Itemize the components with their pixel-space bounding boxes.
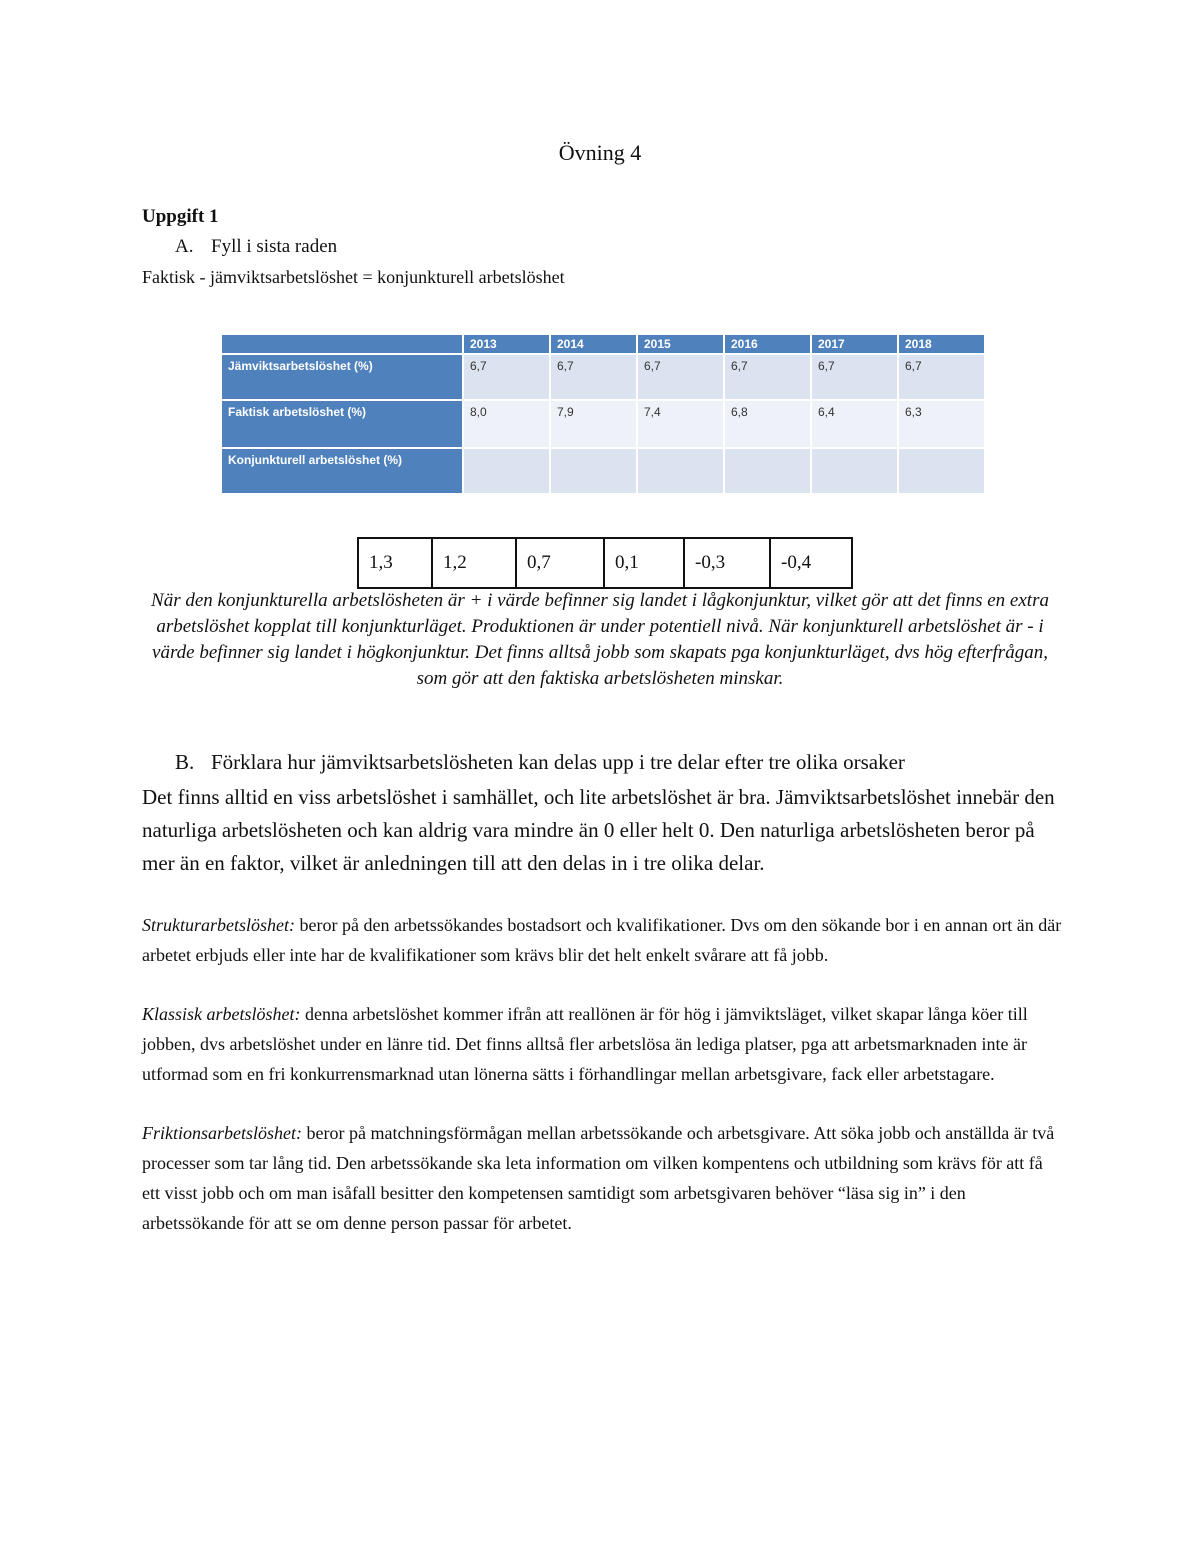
year-header: 2016 bbox=[725, 335, 810, 353]
table-cell: 6,7 bbox=[812, 355, 897, 399]
formula-line: Faktisk - jämviktsarbetslöshet = konjunkturell arbetslöshet bbox=[142, 267, 565, 287]
term-text: beror på den arbetssökandes bostadsort och kvalifikationer. Dvs om den sökande bor i en annan ort än där arbetet erbjuds eller inte har de kvalifikationer som krävs blir det helt enkelt svårare att få jobb. bbox=[142, 915, 1062, 965]
table-header-row bbox=[222, 335, 984, 353]
term-text: beror på matchningsförmågan mellan arbetssökande och arbetsgivare. Att söka jobb och anställda är två processer som tar lång tid. Den arbetssökande ska leta information om vilken kompentens och utbildning som krävs för att få ett visst jobb och om man isåfall besitter den kompetensen samtidigt som arbetsgivaren behöver “läsa sig in” i den arbetssökande för att se om denne person passar för arbetet. bbox=[142, 1123, 1055, 1233]
year-header: 2013 bbox=[464, 335, 549, 353]
table-cell: 6,7 bbox=[551, 355, 636, 399]
table-row bbox=[222, 449, 984, 493]
table-cell bbox=[464, 449, 549, 493]
table-row bbox=[222, 355, 984, 399]
item-b-text: Förklara hur jämviktsarbetslösheten kan delas upp i tre delar efter tre olika orsaker bbox=[211, 750, 905, 774]
row-label: Jämviktsarbetslöshet (%) bbox=[222, 355, 462, 399]
table-cell bbox=[638, 449, 723, 493]
page-title: Övning 4 bbox=[558, 140, 642, 165]
term-text: denna arbetslöshet kommer ifrån att reallönen är för hög i jämviktsläget, vilket skapar långa köer till jobben, dvs arbetslöshet under en länre tid. Det finns alltså fler arbetslösa än lediga platser, pga att arbetsmarknaden inte är utformad som en fri konkurrensmarknad utan lönerna sätts i förhandlingar mellan arbetsgivare, fack eller arbetstagare. bbox=[142, 1004, 1028, 1084]
answer-cell: -0,3 bbox=[684, 538, 770, 588]
table-cell: 6,4 bbox=[812, 401, 897, 447]
answer-row-table bbox=[357, 537, 853, 589]
table-corner-cell bbox=[222, 335, 462, 353]
year-header: 2015 bbox=[638, 335, 723, 353]
item-b-paragraph: Det finns alltid en viss arbetslöshet i samhället, och lite arbetslöshet är bra. Jämviktsarbetslöshet innebär den naturliga arbetslösheten och kan aldrig vara mindre än 0 eller helt 0. Den naturliga arbetslösheten beror på mer än en faktor, vilket är anledningen till att den delas in i tre olika delar. bbox=[142, 785, 1055, 875]
table-cell: 6,7 bbox=[638, 355, 723, 399]
answer-cell: 0,7 bbox=[516, 538, 604, 588]
answer-cell: 0,1 bbox=[604, 538, 684, 588]
row-label: Faktisk arbetslöshet (%) bbox=[222, 401, 462, 447]
table-cell: 6,7 bbox=[464, 355, 549, 399]
section-heading: Uppgift 1 bbox=[142, 206, 219, 227]
term-label: Friktionsarbetslöshet: bbox=[142, 1123, 302, 1143]
answer-cell: 1,3 bbox=[358, 538, 432, 588]
table-cell: 6,8 bbox=[725, 401, 810, 447]
year-header: 2018 bbox=[899, 335, 984, 353]
table-cell: 6,7 bbox=[725, 355, 810, 399]
table-cell: 8,0 bbox=[464, 401, 549, 447]
table-cell bbox=[812, 449, 897, 493]
row-label: Konjunkturell arbetslöshet (%) bbox=[222, 449, 462, 493]
unemployment-table bbox=[220, 333, 986, 495]
classical-unemployment-paragraph bbox=[142, 999, 1062, 1089]
table-cell: 6,3 bbox=[899, 401, 984, 447]
table-cell bbox=[551, 449, 636, 493]
answer-cell: 1,2 bbox=[432, 538, 516, 588]
table-cell bbox=[899, 449, 984, 493]
table-row bbox=[222, 401, 984, 447]
item-b bbox=[175, 750, 905, 775]
structural-unemployment-paragraph bbox=[142, 910, 1062, 970]
table-cell: 7,4 bbox=[638, 401, 723, 447]
frictional-unemployment-paragraph bbox=[142, 1118, 1062, 1238]
table-cell bbox=[725, 449, 810, 493]
item-b-marker: B. bbox=[175, 750, 195, 774]
table-cell: 6,7 bbox=[899, 355, 984, 399]
term-label: Strukturarbetslöshet: bbox=[142, 915, 295, 935]
year-header: 2017 bbox=[812, 335, 897, 353]
year-header: 2014 bbox=[551, 335, 636, 353]
answer-cell: -0,4 bbox=[770, 538, 852, 588]
explanation-paragraph: När den konjunkturella arbetslösheten är + i värde befinner sig landet i lågkonjunktur, vilket gör att det finns en extra arbetslöshet kopplat till konjunkturläget. Produktionen är under potentiell nivå. När konjunkturell arbetslöshet är - i värde befinner sig landet i högkonjunktur. Det finns alltså jobb som skapats pga konjunkturläget, dvs hög efterfrågan, som gör att den faktiska arbetslösheten minskar. bbox=[151, 590, 1049, 689]
item-a-text: Fyll i sista raden bbox=[211, 236, 338, 257]
answer-row bbox=[358, 538, 852, 588]
item-a-marker: A. bbox=[175, 236, 194, 257]
table-cell: 7,9 bbox=[551, 401, 636, 447]
term-label: Klassisk arbetslöshet: bbox=[142, 1004, 301, 1024]
item-a bbox=[175, 236, 337, 258]
